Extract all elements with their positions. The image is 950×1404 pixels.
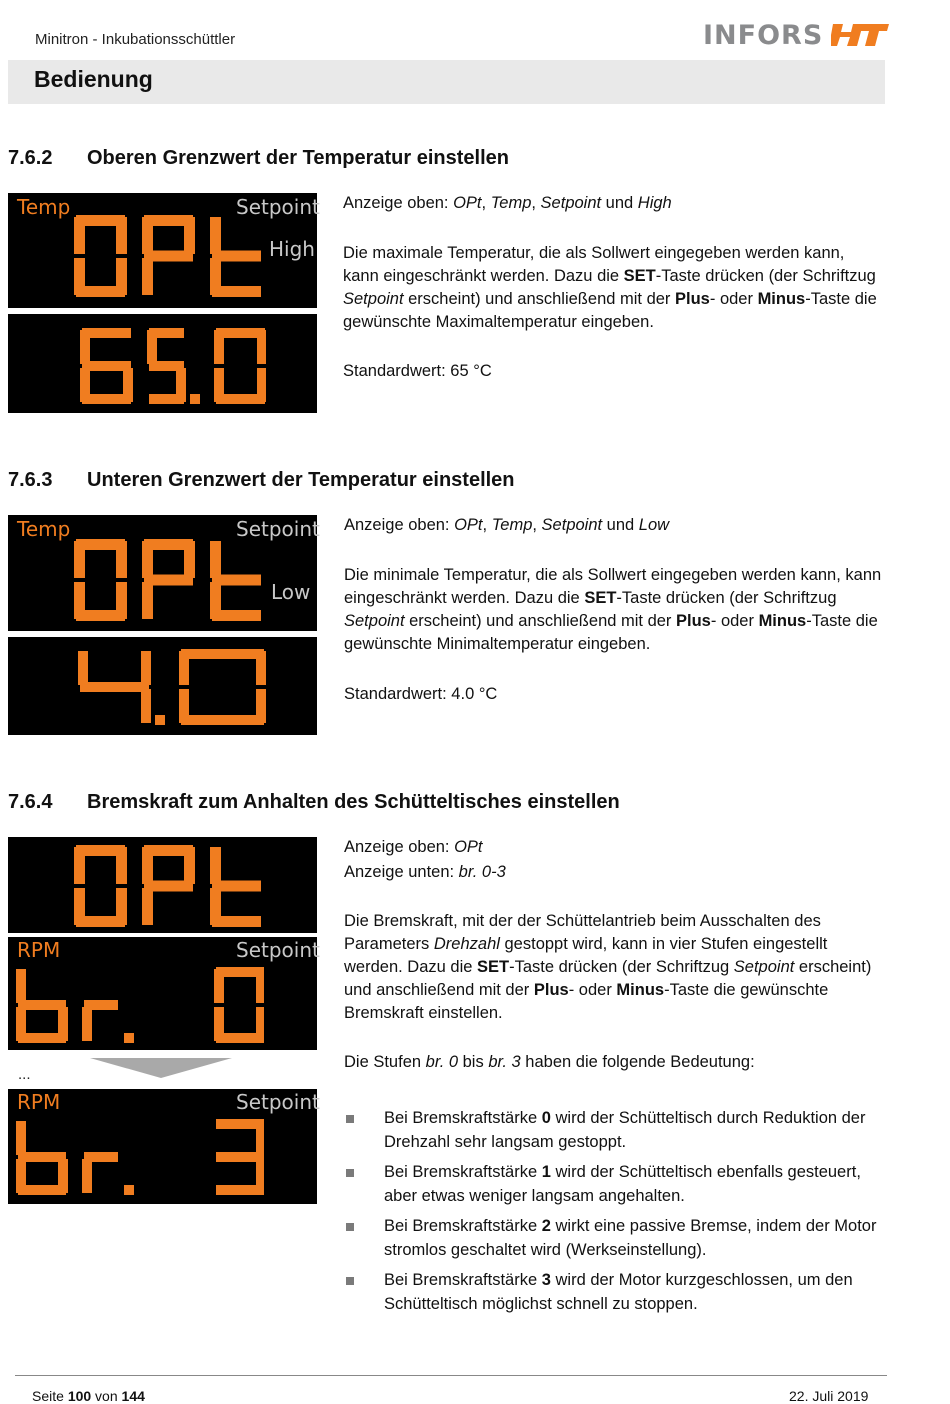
temp-label: Temp <box>17 195 71 219</box>
seven-segment-readout <box>74 539 262 621</box>
section-title: Bremskraft zum Anhalten des Schütteltisches einstellen <box>87 791 620 813</box>
segment-e <box>82 1007 92 1041</box>
arrow-down-icon <box>90 1058 232 1078</box>
display-upper-panel <box>8 515 320 631</box>
display-lower-panel <box>8 1089 320 1204</box>
section-title: Oberen Grenzwert der Temperatur einstellen <box>87 147 509 169</box>
section-number: 7.6.3 <box>8 469 53 491</box>
description-paragraph: Die minimale Temperatur, die als Sollwert eingegeben werden kann, kann eingeschränkt werden. Dazu die SET-Taste drücken (der Schriftzug Setpoint erscheint) und anschließend mit der Plus- oder Minus-Taste die gewünschte Minimaltemperatur eingeben. <box>344 566 882 653</box>
levels-intro: Die Stufen br. 0 bis br. 3 haben die folgende Bedeutung: <box>344 1053 755 1071</box>
section-number: 7.6.2 <box>8 147 53 169</box>
list-item: Bei Bremskraftstärke 2 wirkt eine passive Bremse, indem der Motor stromlos geschaltet wird (Werkseinstellung). <box>344 1215 879 1262</box>
decimal-point <box>190 394 200 404</box>
default-value: Standardwert: 65 °C <box>343 362 492 380</box>
anzeige-line: Anzeige oben: OPt, Temp, Setpoint und High <box>343 194 672 212</box>
seven-segment-readout <box>74 845 262 927</box>
section-title: Unteren Grenzwert der Temperatur einstellen <box>87 469 515 491</box>
segment-b <box>141 651 151 685</box>
document-title: Minitron - Inkubationsschüttler <box>35 31 236 48</box>
anzeige-line: Anzeige oben: OPt, Temp, Setpoint und Low <box>344 516 670 534</box>
seven-segment-readout <box>80 328 266 404</box>
segment-e <box>179 689 189 723</box>
setpoint-label: Setpoint <box>236 938 320 962</box>
segment-f <box>214 330 224 364</box>
anzeige-oben-line: Anzeige oben: OPt <box>344 838 483 856</box>
bullet-square-icon <box>346 1277 354 1285</box>
display-lower-panel <box>8 314 317 413</box>
default-value: Standardwert: 4.0 °C <box>344 685 498 703</box>
segment-e <box>74 582 85 619</box>
segment-f <box>16 1121 26 1155</box>
list-item: Bei Bremskraftstärke 1 wird der Schütteltisch ebenfalls gesteuert, aber etwas weniger langsam angehalten. <box>344 1161 879 1208</box>
segment-f <box>142 847 153 884</box>
display-upper-panel <box>8 837 317 933</box>
segment-f <box>74 541 85 578</box>
segment-f <box>16 969 26 1003</box>
decimal-point <box>155 715 165 725</box>
high-label: High <box>269 237 315 261</box>
anzeige-unten-line: Anzeige unten: br. 0-3 <box>344 863 506 881</box>
segment-d <box>181 715 264 725</box>
seven-segment-readout <box>78 649 266 725</box>
segment-g <box>18 1152 66 1162</box>
segment-g <box>84 1000 118 1010</box>
seven-segment-readout <box>74 215 262 297</box>
segment-g <box>144 251 193 262</box>
ellipsis: ... <box>18 1066 31 1083</box>
bullet-square-icon <box>346 1169 354 1177</box>
segment-f <box>74 847 85 884</box>
segment-e <box>82 1159 92 1193</box>
segment-f <box>142 217 153 254</box>
segment-f <box>210 541 221 578</box>
segment-f <box>80 330 90 364</box>
segment-b <box>184 217 195 254</box>
segment-f <box>147 330 157 364</box>
segment-b <box>116 541 127 578</box>
logo-text: INFORS <box>703 19 824 51</box>
segment-e <box>214 1007 224 1041</box>
segment-d <box>212 610 261 621</box>
segment-f <box>210 217 221 254</box>
segment-e <box>142 582 153 619</box>
section-text <box>343 192 883 383</box>
segment-b <box>256 969 264 1003</box>
segment-g <box>144 575 193 586</box>
setpoint-label: Setpoint <box>236 517 320 541</box>
segment-d <box>216 1185 264 1195</box>
rpm-label: RPM <box>17 938 61 962</box>
low-label: Low <box>271 580 311 604</box>
bullet-list-container <box>344 1107 879 1323</box>
segment-b <box>256 1121 264 1155</box>
bullet-square-icon <box>346 1115 354 1123</box>
seven-segment-readout <box>16 1119 264 1195</box>
seven-segment-readout <box>16 967 264 1043</box>
segment-d <box>212 916 261 927</box>
segment-c <box>123 368 133 402</box>
description-paragraph: Die Bremskraft, mit der der Schüttelantrieb beim Ausschalten des Parameters Drehzahl gestoppt wird, kann in vier Stufen eingestellt werden. Dazu die SET-Taste drücken (der Schriftzug Setpoint erscheint) und anschließend mit der Plus- oder Minus-Taste die gewünschte Bremskraft einstellen. <box>344 912 872 1022</box>
segment-g <box>18 1000 66 1010</box>
footer-date: 22. Juli 2019 <box>789 1388 869 1404</box>
section-text <box>344 836 884 1074</box>
bullet-list <box>344 1107 879 1316</box>
segment-e <box>214 368 224 402</box>
display-lower-panel <box>8 937 320 1050</box>
footer-divider <box>15 1375 887 1376</box>
page-number: Seite 100 von 144 <box>32 1388 145 1404</box>
infors-logo <box>703 18 891 52</box>
segment-c <box>58 1007 68 1041</box>
segment-c <box>58 1159 68 1193</box>
setpoint-label: Setpoint <box>236 195 320 219</box>
segment-e <box>74 258 85 295</box>
segment-f <box>74 217 85 254</box>
setpoint-label: Setpoint <box>236 1090 320 1114</box>
decimal-point <box>124 1185 134 1195</box>
display-lower-panel <box>8 637 317 735</box>
segment-b <box>116 217 127 254</box>
segment-f <box>179 651 189 685</box>
segment-f <box>210 847 221 884</box>
description-paragraph: Die maximale Temperatur, die als Sollwert eingegeben werden kann, kann eingeschränkt werden. Dazu die SET-Taste drücken (der Schriftzug Setpoint erscheint) und anschließend mit der Plus- oder Minus-Taste die gewünschte Maximaltemperatur eingeben. <box>343 244 877 331</box>
segment-b <box>184 847 195 884</box>
segment-b <box>116 847 127 884</box>
rpm-label: RPM <box>17 1090 61 1114</box>
segment-f <box>214 969 224 1003</box>
segment-a <box>181 649 264 659</box>
segment-b <box>257 330 266 364</box>
segment-f <box>142 541 153 578</box>
list-item: Bei Bremskraftstärke 3 wird der Motor kurzgeschlossen, um den Schütteltisch möglichst schnell zu stoppen. <box>344 1269 879 1316</box>
segment-d <box>212 286 261 297</box>
segment-d <box>149 394 184 404</box>
segment-e <box>142 888 153 925</box>
section-number: 7.6.4 <box>8 791 53 813</box>
bullet-square-icon <box>346 1223 354 1231</box>
segment-e <box>142 258 153 295</box>
display-upper-panel <box>8 193 320 308</box>
segment-g <box>84 1152 118 1162</box>
segment-c <box>141 689 151 723</box>
temp-label: Temp <box>17 517 71 541</box>
segment-b <box>256 651 266 685</box>
chapter-title: Bedienung <box>34 66 153 92</box>
decimal-point <box>124 1033 134 1043</box>
ht-logo-mark <box>831 20 891 50</box>
section-text <box>344 514 884 706</box>
segment-f <box>78 651 88 685</box>
segment-b <box>184 541 195 578</box>
segment-e <box>74 888 85 925</box>
segment-g <box>144 881 193 892</box>
segment-g <box>80 682 149 692</box>
list-item: Bei Bremskraftstärke 0 wird der Schütteltisch durch Reduktion der Drehzahl sehr langsam gestoppt. <box>344 1107 879 1154</box>
